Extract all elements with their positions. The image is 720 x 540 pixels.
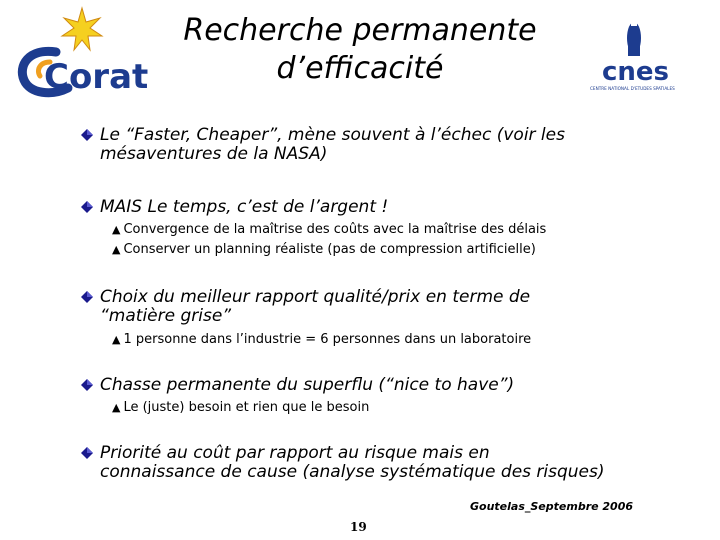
arrow-up-icon: ▲ bbox=[112, 401, 121, 414]
bullet-3-line-1: Choix du meilleur rapport qualité/prix en terme de bbox=[100, 287, 531, 307]
sub-item bbox=[112, 220, 702, 240]
bullet-3-subitems bbox=[112, 330, 702, 350]
bullet-5-line-2: connaissance de cause (analyse systématique des risques) bbox=[100, 462, 605, 482]
cnes-logo-text: cnes bbox=[602, 57, 670, 87]
corat-logo bbox=[10, 4, 149, 98]
page-number: 19 bbox=[350, 520, 367, 534]
bullet-1-line-1: Le “Faster, Cheaper”, mène souvent à l’échec (voir les bbox=[100, 125, 565, 145]
star-icon bbox=[62, 8, 102, 50]
arrow-up-icon: ▲ bbox=[112, 223, 121, 236]
bullet-5 bbox=[100, 444, 700, 482]
cnes-logo-subtext: CENTRE NATIONAL D'ETUDES SPATIALES bbox=[590, 86, 675, 91]
bullet-3 bbox=[100, 288, 700, 326]
sub-item bbox=[112, 330, 702, 350]
bullet-2-subitems bbox=[112, 220, 702, 260]
sub-item-text: 1 personne dans l’industrie = 6 personnes dans un laboratoire bbox=[123, 332, 532, 347]
bullet-1 bbox=[100, 126, 700, 164]
corat-logo-text: Corat bbox=[44, 57, 149, 97]
sub-item bbox=[112, 240, 702, 260]
arrow-up-icon: ▲ bbox=[112, 243, 121, 256]
title-line-2: d’efficacité bbox=[276, 51, 444, 86]
bullet-5-line-1: Priorité au coût par rapport au risque mais en bbox=[100, 443, 490, 463]
slide-title bbox=[150, 12, 570, 88]
sub-item-text: Conserver un planning réaliste (pas de compression artificielle) bbox=[123, 242, 536, 257]
bullet-3-line-2: “matière grise” bbox=[100, 306, 232, 326]
title-line-1: Recherche permanente bbox=[183, 13, 537, 48]
footer-text: Goutelas_Septembre 2006 bbox=[470, 500, 634, 513]
bullet-1-line-2: mésaventures de la NASA) bbox=[100, 144, 328, 164]
cnes-logo bbox=[588, 16, 686, 92]
diamond-bullet-icon bbox=[80, 128, 94, 142]
diamond-bullet-icon bbox=[80, 290, 94, 304]
bullet-4-line-1: Chasse permanente du superflu (“nice to have”) bbox=[100, 375, 515, 395]
diamond-bullet-icon bbox=[80, 200, 94, 214]
bullet-2 bbox=[100, 198, 700, 217]
bullet-4-subitems bbox=[112, 398, 702, 418]
bullet-4 bbox=[100, 376, 700, 395]
arrow-up-icon: ▲ bbox=[112, 333, 121, 346]
sub-item-text: Convergence de la maîtrise des coûts avec la maîtrise des délais bbox=[123, 222, 547, 237]
rocket-icon bbox=[627, 22, 641, 56]
sub-item bbox=[112, 398, 702, 418]
diamond-bullet-icon bbox=[80, 378, 94, 392]
sub-item-text: Le (juste) besoin et rien que le besoin bbox=[123, 400, 370, 415]
bullet-2-line-1: MAIS Le temps, c’est de l’argent ! bbox=[100, 197, 389, 217]
diamond-bullet-icon bbox=[80, 446, 94, 460]
